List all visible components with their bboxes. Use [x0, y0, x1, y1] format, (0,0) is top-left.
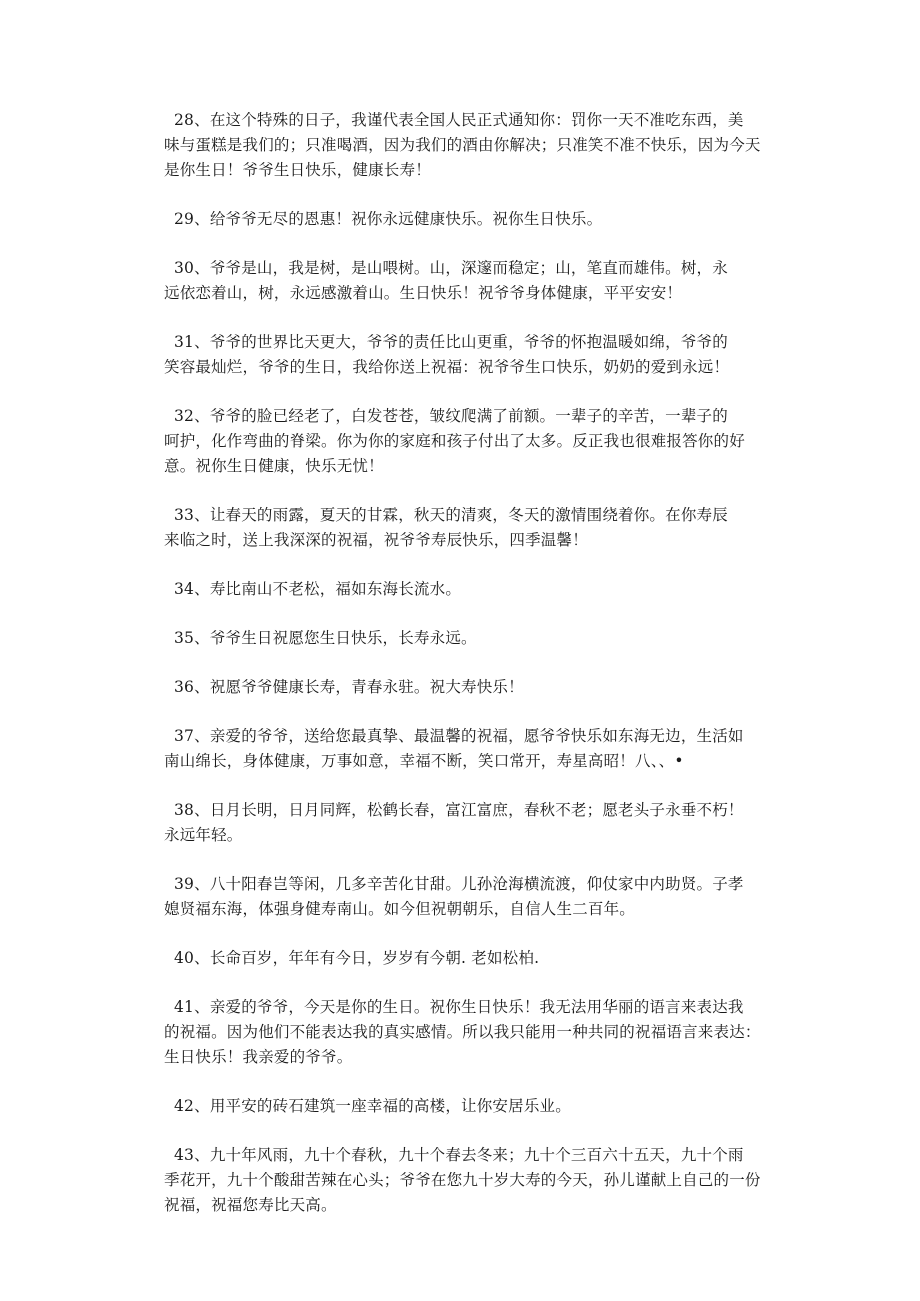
wish-paragraph — [164, 256, 790, 306]
wish-paragraph — [164, 872, 790, 922]
document-body — [164, 108, 790, 1242]
paragraph-line: 生日快乐！我亲爱的爷爷。 — [164, 1048, 353, 1066]
paragraph-line: 笑容最灿烂，爷爷的生日，我给你送上祝福：祝爷爷生口快乐，奶奶的爱到永远！ — [164, 358, 730, 376]
paragraph-line: 30、爷爷是山，我是树，是山喂树。山，深邃而稳定；山，笔直而雄伟。树，永 — [174, 259, 728, 277]
paragraph-line: 37、亲爱的爷爷，送给您最真挚、最温馨的祝福，愿爷爷快乐如东海无边，生活如 — [174, 727, 744, 745]
paragraph-line: 味与蛋糕是我们的；只准喝酒，因为我们的酒由你解决；只准笑不准不快乐，因为今天 — [164, 136, 761, 154]
wish-paragraph — [164, 1143, 790, 1218]
wish-paragraph — [164, 330, 790, 380]
paragraph-line: 29、给爷爷无尽的恩惠！祝你永远健康快乐。祝你生日快乐。 — [174, 210, 603, 228]
paragraph-line: 42、用平安的砖石建筑一座幸福的高楼，让你安居乐业。 — [174, 1097, 571, 1115]
paragraph-line: 33、让春天的雨露，夏天的甘霖，秋天的清爽，冬天的激情围绕着你。在你寿辰 — [174, 506, 728, 524]
paragraph-line: 永远年轻。 — [164, 826, 243, 844]
paragraph-line: 远依恋着山，树，永远感激着山。生日快乐！祝爷爷身体健康，平平安安！ — [164, 284, 683, 302]
paragraph-line: 39、八十阳春岂等闲，几多辛苦化甘甜。儿孙沧海横流渡，仰仗家中内助贤。子孝 — [174, 875, 744, 893]
paragraph-line: 43、九十年风雨，九十个春秋，九十个春去冬来；九十个三百六十五天，九十个雨 — [174, 1146, 744, 1164]
paragraph-line: 祝福，祝福您寿比天高。 — [164, 1196, 337, 1214]
paragraph-line: 41、亲爱的爷爷，今天是你的生日。祝你生日快乐！我无法用华丽的语言来表达我 — [174, 998, 744, 1016]
paragraph-line: 来临之时，送上我深深的祝福，祝爷爷寿辰快乐，四季温馨！ — [164, 531, 588, 549]
wish-paragraph — [164, 108, 790, 183]
paragraph-line: 35、爷爷生日祝愿您生日快乐，长寿永远。 — [174, 629, 477, 647]
paragraph-line: 南山绵长，身体健康，万事如意，幸福不断，笑口常开，寿星高昭！八、、• — [164, 752, 684, 770]
paragraph-line: 40、长命百岁，年年有今日，岁岁有今朝. 老如松柏. — [174, 949, 540, 967]
wish-paragraph — [164, 207, 790, 232]
paragraph-line: 34、寿比南山不老松，福如东海长流水。 — [174, 580, 462, 598]
paragraph-line: 媳贤福东海，体强身健寿南山。如今但祝朝朝乐，自信人生二百年。 — [164, 900, 636, 918]
wish-paragraph — [164, 1094, 790, 1119]
paragraph-line: 季花开，九十个酸甜苦辣在心头；爷爷在您九十岁大寿的今天，孙儿谨献上自己的一份 — [164, 1171, 761, 1189]
paragraph-line: 38、日月长明，日月同辉，松鹤长春，富江富庶，春秋不老；愿老头子永垂不朽！ — [174, 801, 744, 819]
paragraph-line: 32、爷爷的脸已经老了，白发苍苍，皱纹爬满了前额。一辈子的辛苦，一辈子的 — [174, 407, 728, 425]
paragraph-line: 呵护，化作弯曲的脊梁。你为你的家庭和孩子付出了太多。反正我也很难报答你的好 — [164, 432, 745, 450]
paragraph-line: 31、爷爷的世界比天更大，爷爷的责任比山更重，爷爷的怀抱温暖如绵，爷爷的 — [174, 333, 728, 351]
wish-paragraph — [164, 577, 790, 602]
wish-paragraph — [164, 798, 790, 848]
paragraph-line: 28、在这个特殊的日子，我谨代表全国人民正式通知你：罚你一天不准吃东西，美 — [174, 111, 744, 129]
paragraph-line: 36、祝愿爷爷健康长寿，青春永驻。祝大寿快乐！ — [174, 678, 524, 696]
paragraph-line: 是你生日！爷爷生日快乐，健康长寿！ — [164, 161, 431, 179]
paragraph-line: 意。祝你生日健康，快乐无忧！ — [164, 457, 384, 475]
wish-paragraph — [164, 503, 790, 553]
wish-paragraph — [164, 995, 790, 1070]
paragraph-line: 的祝福。因为他们不能表达我的真实感情。所以我只能用一种共同的祝福语言来表达： — [164, 1023, 761, 1041]
wish-paragraph — [164, 675, 790, 700]
wish-paragraph — [164, 946, 790, 971]
wish-paragraph — [164, 724, 790, 774]
wish-paragraph — [164, 404, 790, 479]
wish-paragraph — [164, 626, 790, 651]
